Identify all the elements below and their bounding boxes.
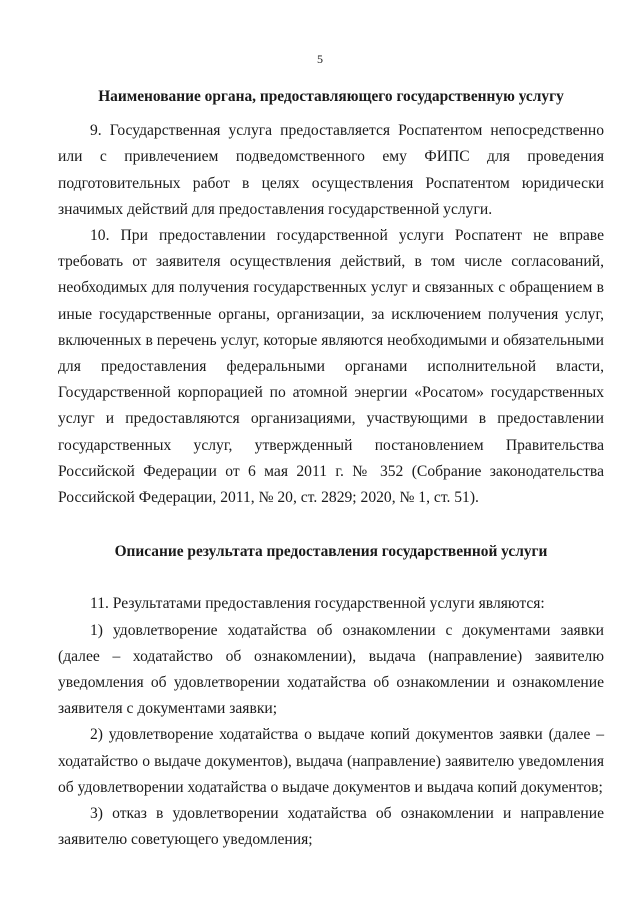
page-number: 5 xyxy=(317,52,323,66)
paragraph-11-item-2: 2) удовлетворение ходатайства о выдаче копий документов заявки (далее – ходатайство о выдаче документов), выдача (направление) заявителю уведомления об удовлетворении ходатайства о выдаче документов и выдача копий документов; xyxy=(58,726,604,796)
paragraph-9: 9. Государственная услуга предоставляется Роспатентом непосредственно или с привлечением подведомственного ему ФИПС для проведения подготовительных работ в целях осуществления Роспатентом юридически значимых действий для предоставления государственной услуги. xyxy=(58,122,604,218)
paragraph-11-item-1: 1) удовлетворение ходатайства об ознакомлении с документами заявки (далее – ходатайство об ознакомлении), выдача (направление) заявителю уведомления об удовлетворении ходатайства об ознакомлении и ознакомление заявителя с документами заявки; xyxy=(58,621,604,718)
section-heading-service-result: Описание результата предоставления государственной услуги xyxy=(114,543,548,561)
paragraph-11-item-3: 3) отказ в удовлетворении ходатайства об ознакомлении и направление заявителю советующего уведомления; xyxy=(58,805,604,849)
paragraph-11: 11. Результатами предоставления государственной услуги являются: xyxy=(90,595,545,613)
section-heading-issuing-authority: Наименование органа, предоставляющего государственную услугу xyxy=(98,88,564,105)
paragraph-10: 10. При предоставлении государственной услуги Роспатент не вправе требовать от заявителя осуществления действий, в том числе согласований, необходимых для получения государственных услуг и связанных с обращением в иные государственные органы, организации, за исключением получения услуг, включенных в перечень услуг, которые являются необходимыми и обязательными для предоставления федеральными органами исполнительной власти, Государственной корпорацией по атомной энергии «Росатом» государственных услуг и предоставляются организациями, участвующими в предоставлении государственных услуг, утвержденный постановлением Правительства Российской Федерации от 6 мая 2011 г. № 352 (Собрание законодательства Российской Федерации, 2011, № 20, ст. 2829; 2020, № 1, ст. 51). xyxy=(58,227,604,507)
document-body xyxy=(58,82,604,853)
